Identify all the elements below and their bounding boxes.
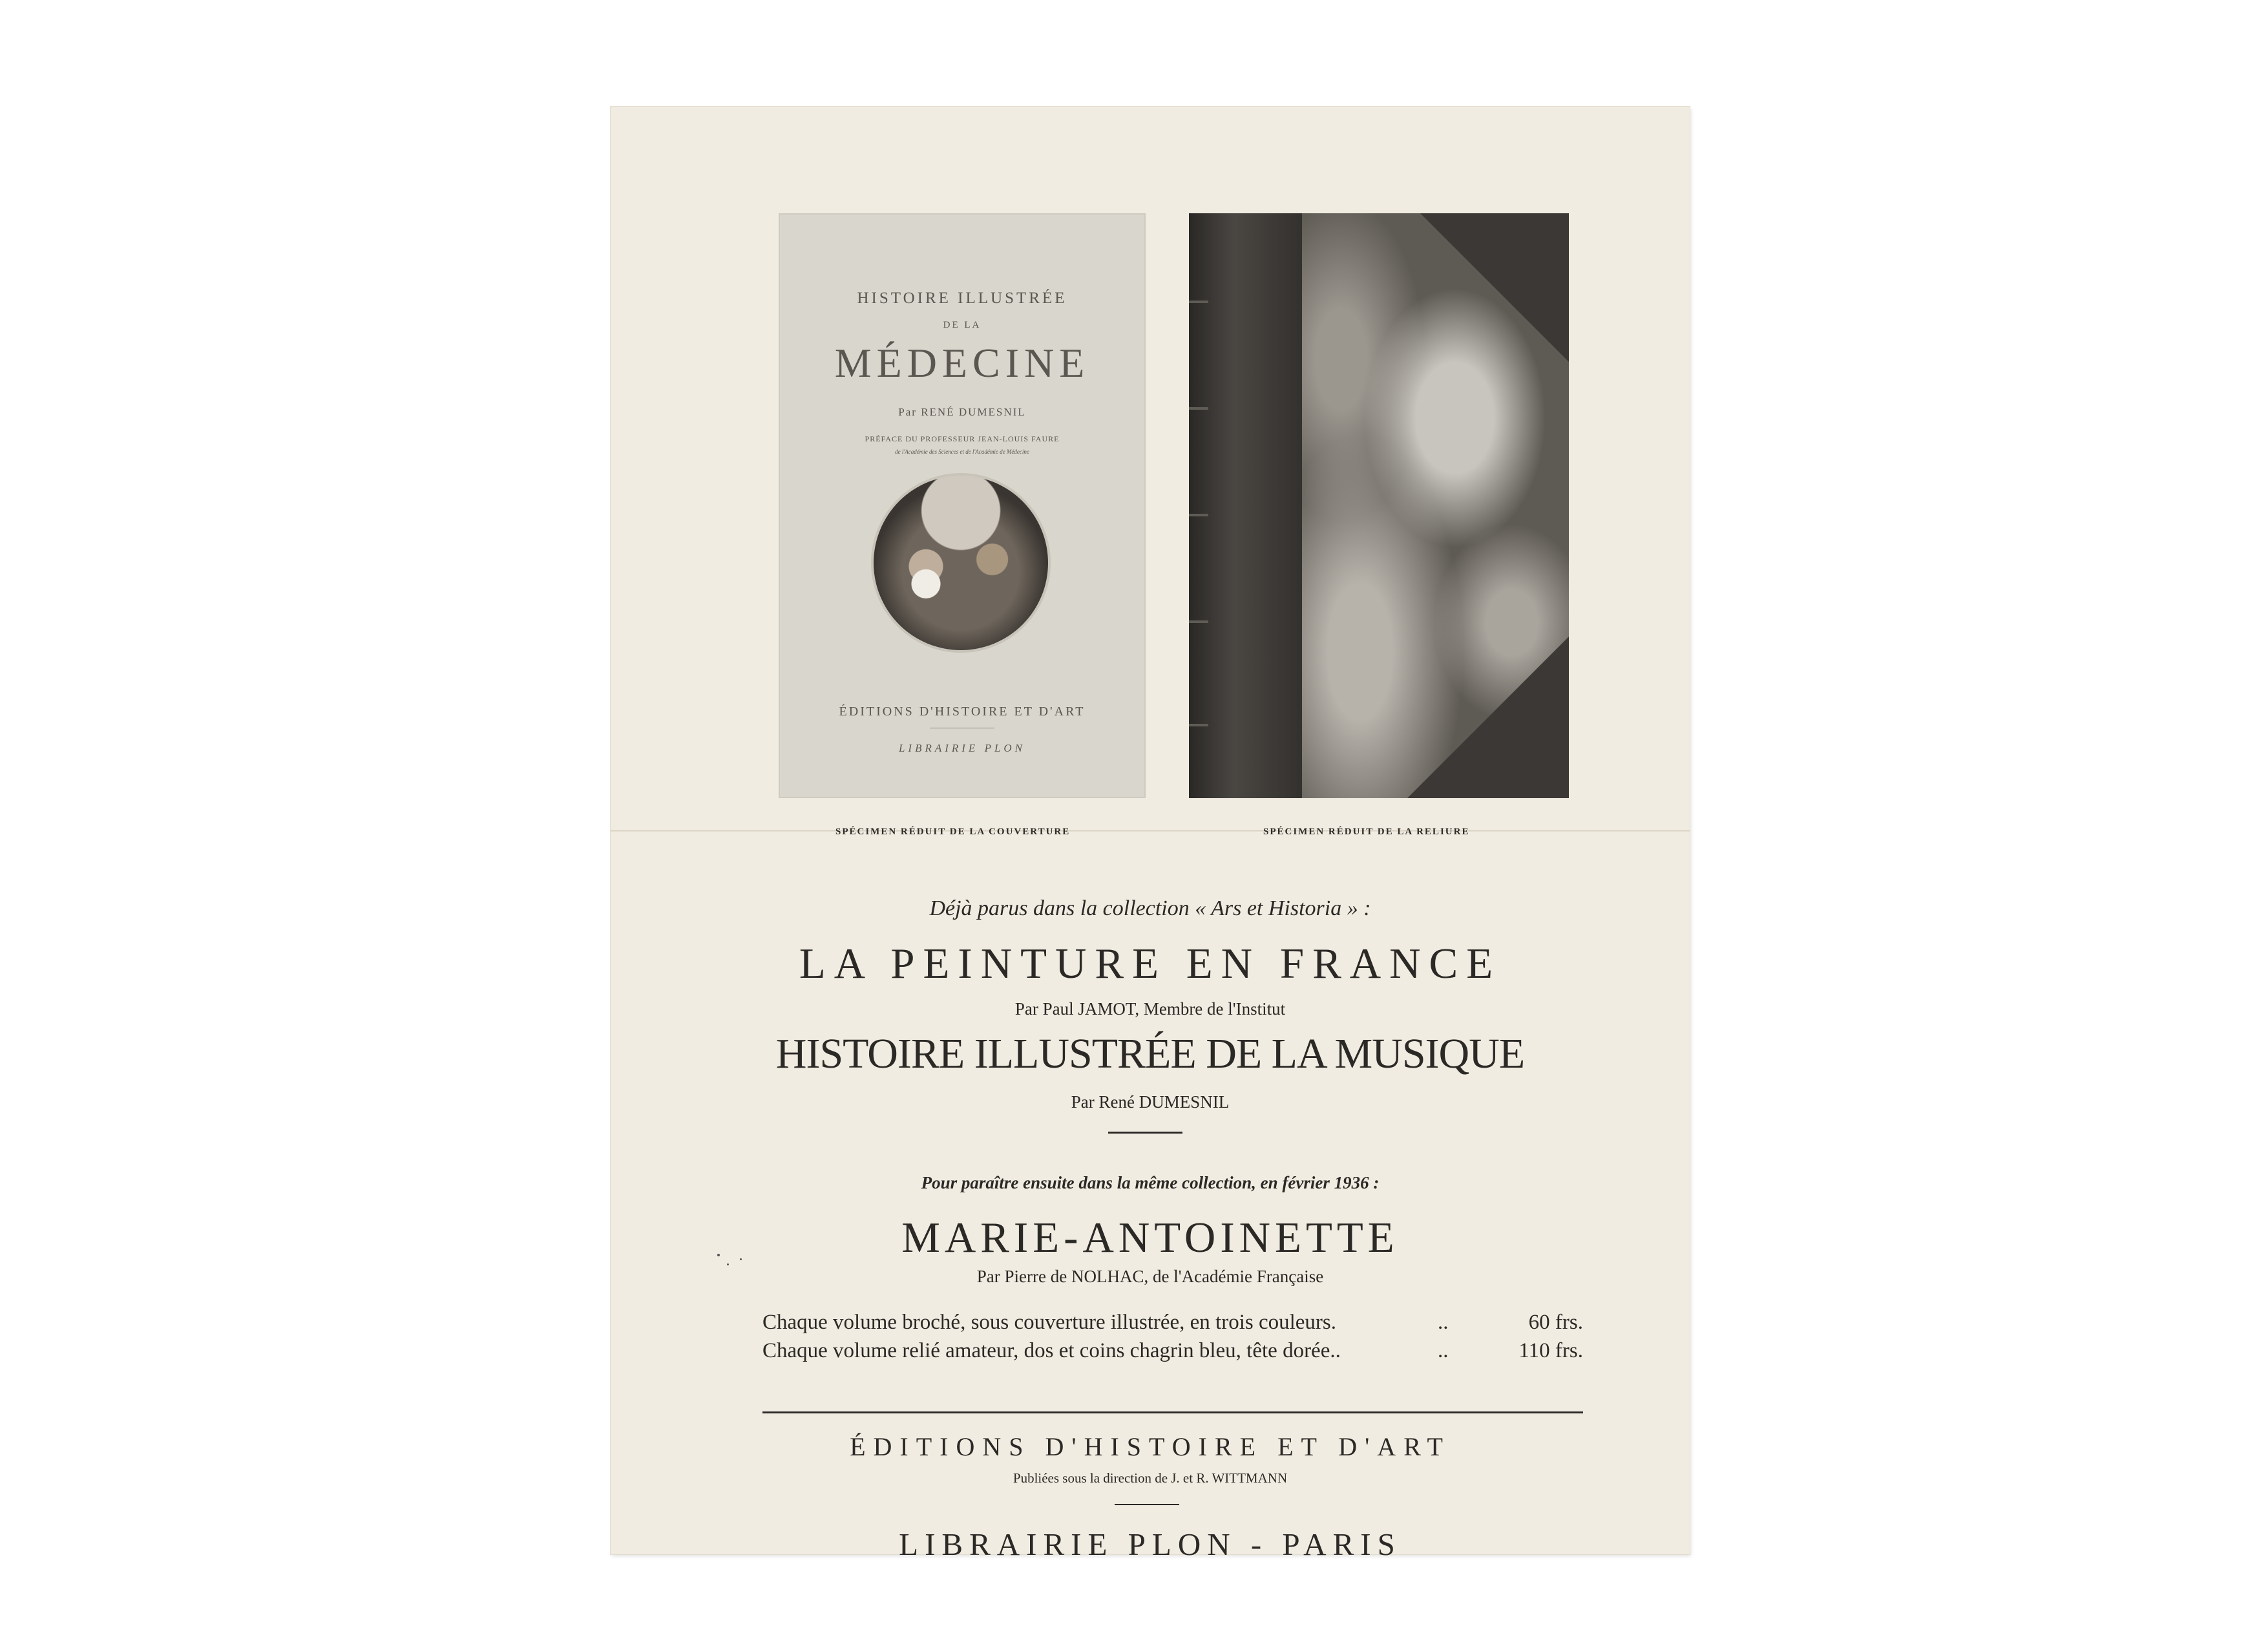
caption-cover: SPÉCIMEN RÉDUIT DE LA COUVERTURE [835,827,1071,837]
price-amount: 110 frs. [1518,1339,1583,1362]
footer-imprint: LIBRAIRIE PLON - PARIS [899,1527,1402,1562]
price-desc: Chaque volume broché, sous couverture illustrée, en trois couleurs. [762,1311,1337,1334]
divider-short [1108,1132,1182,1134]
footer-publisher: ÉDITIONS D'HISTOIRE ET D'ART [850,1432,1451,1461]
cover-specimen-image [779,213,1146,798]
cover-preface-sub: de l'Académie des Sciences et de l'Académie de Médecine [895,449,1029,455]
binding-corner-bottom [1407,637,1569,798]
book-author-musique: Par René DUMESNIL [1071,1092,1230,1112]
divider-short [1115,1504,1179,1505]
divider-long [762,1411,1583,1413]
paper-speck [717,1254,720,1256]
fold-line [611,830,1690,832]
cover-imprint: LIBRAIRIE PLON [898,742,1026,754]
paper-speck [740,1258,742,1260]
cover-title: MÉDECINE [834,340,1090,386]
price-amount: 60 frs. [1528,1311,1583,1334]
price-dots: .. [1438,1311,1449,1334]
leaflet-page [611,107,1690,1562]
cover-line2: DE LA [943,320,982,330]
cover-publisher: ÉDITIONS D'HISTOIRE ET D'ART [839,704,1086,719]
upcoming-title: MARIE-ANTOINETTE [901,1214,1399,1262]
price-dots: .. [1438,1339,1449,1362]
spine-band [1189,620,1208,623]
footer-direction: Publiées sous la direction de J. et R. WITTMANN [1013,1470,1288,1486]
binding-spine [1189,213,1302,798]
spine-band [1189,407,1208,410]
cover-preface: PRÉFACE DU PROFESSEUR JEAN-LOUIS FAURE [865,434,1060,443]
collection-intro: Déjà parus dans la collection « Ars et Historia » : [929,896,1371,920]
spine-band [1189,724,1208,726]
upcoming-author: Par Pierre de NOLHAC, de l'Académie Française [976,1267,1324,1286]
paper-speck [727,1263,729,1265]
cover-line1: HISTOIRE ILLUSTRÉE [857,290,1067,307]
binding-specimen-image [1189,213,1569,798]
spine-band [1189,514,1208,516]
caption-binding: SPÉCIMEN RÉDUIT DE LA RELIURE [1263,827,1470,837]
upcoming-intro: Pour paraître ensuite dans la même collection, en février 1936 : [921,1173,1380,1192]
cover-medallion-illustration [874,476,1048,650]
cover-author: Par RENÉ DUMESNIL [898,406,1026,418]
binding-corner-top [1420,213,1569,362]
book-author-peinture: Par Paul JAMOT, Membre de l'Institut [1014,999,1286,1019]
spine-band [1189,301,1208,303]
book-title-peinture: LA PEINTURE EN FRANCE [799,940,1502,988]
price-desc: Chaque volume relié amateur, dos et coins chagrin bleu, tête dorée.. [762,1339,1341,1362]
book-title-musique: HISTOIRE ILLUSTRÉE DE LA MUSIQUE [775,1030,1525,1077]
